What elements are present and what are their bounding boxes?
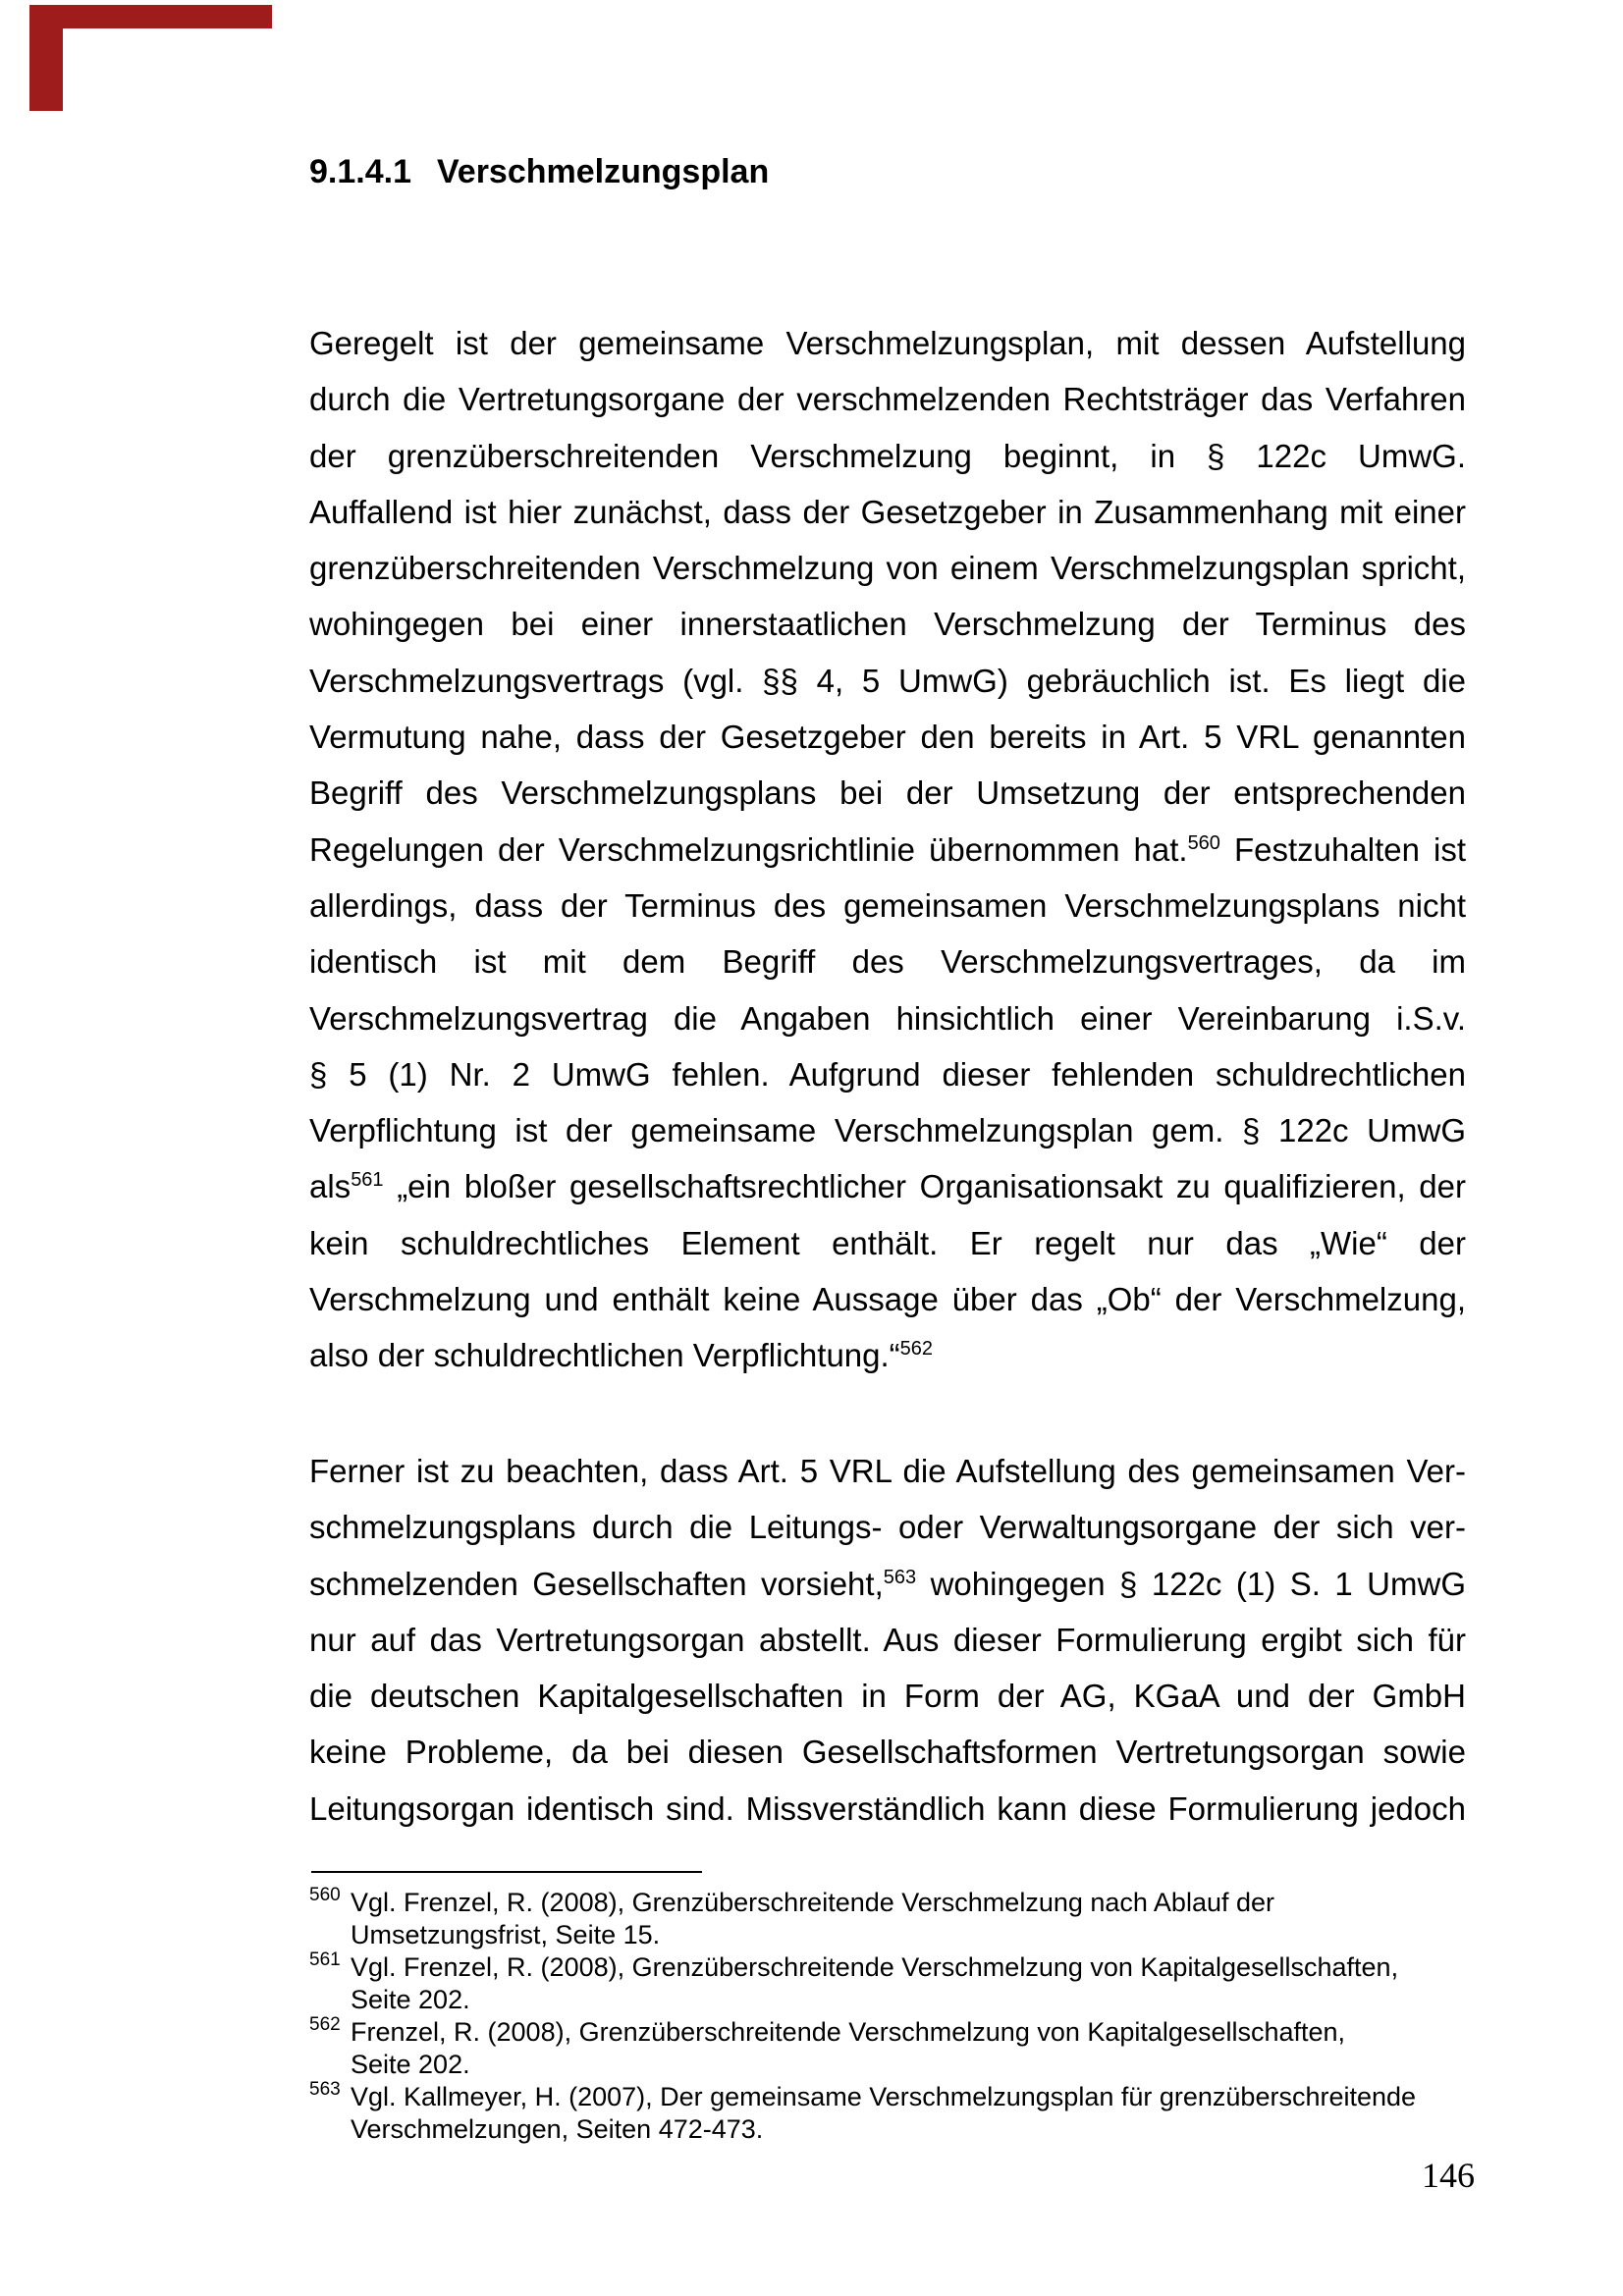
text-segment: als xyxy=(309,1168,352,1205)
paragraph xyxy=(309,1443,1466,1837)
footnote xyxy=(309,2016,1473,2081)
text-segment: kein schuldrechtliches Element enthält. Er regelt nur das „Wie“ der xyxy=(309,1224,1466,1261)
section-title: Verschmelzungsplan xyxy=(436,153,770,190)
text-segment: Ferner ist zu beachten, dass Art. 5 VRL die Aufstellung des gemeinsamen Ver- xyxy=(309,1453,1466,1489)
text-line xyxy=(309,765,1466,821)
text-segment: wohingegen § 122c (1) S. 1 UmwG xyxy=(916,1565,1467,1602)
text-segment: nur auf das Vertretungsorgan abstellt. Aus dieser Formulierung ergibt sich für xyxy=(309,1621,1466,1658)
text-line xyxy=(309,315,1466,371)
text-line xyxy=(309,1327,1466,1383)
footnote-number: 560 xyxy=(309,1885,341,1905)
text-segment: also der schuldrechtlichen Verpflichtung.“ xyxy=(309,1337,900,1374)
footnote-reference: 560 xyxy=(1187,831,1220,854)
text-line xyxy=(309,428,1466,484)
text-segment: Begriff des Verschmelzungsplans bei der Umsetzung der entsprechenden xyxy=(309,774,1466,812)
page-number: 146 xyxy=(1422,2156,1475,2195)
text-line xyxy=(309,878,1466,934)
footnote-number: 562 xyxy=(309,2014,341,2035)
text-line xyxy=(309,990,1466,1046)
paragraph xyxy=(309,315,1466,1384)
text-line xyxy=(309,1046,1466,1102)
footnote-line: Verschmelzungen, Seiten 472-473. xyxy=(351,2114,764,2144)
text-line xyxy=(309,1781,1466,1837)
section-number: 9.1.4.1 xyxy=(309,153,411,190)
text-segment: Geregelt ist der gemeinsame Verschmelzungsplan, mit dessen Aufstellung xyxy=(309,325,1466,361)
section-heading xyxy=(309,151,769,192)
text-line xyxy=(309,540,1466,596)
text-segment: Festzuhalten ist xyxy=(1219,830,1466,868)
text-line xyxy=(309,1612,1466,1668)
footnote xyxy=(309,2081,1473,2146)
text-line xyxy=(309,822,1466,878)
text-segment: identisch ist mit dem Begriff des Verschmelzungsvertrages, da im xyxy=(309,943,1466,981)
scan-artifact-mark-horizontal xyxy=(63,5,272,28)
text-line xyxy=(309,1271,1466,1327)
footnote-line: Vgl. Frenzel, R. (2008), Grenzüberschreitende Verschmelzung nach Ablauf der xyxy=(351,1888,1275,1917)
footnote-line: Vgl. Frenzel, R. (2008), Grenzüberschreitende Verschmelzung von Kapitalgesellschaften, xyxy=(351,1952,1399,1982)
footnote-separator xyxy=(311,1871,702,1873)
text-segment: § 5 (1) Nr. 2 UmwG fehlen. Aufgrund dieser fehlenden schuldrechtlichen xyxy=(309,1055,1466,1093)
text-line xyxy=(309,371,1466,427)
footnote xyxy=(309,1951,1473,2016)
text-segment: Auffallend ist hier zunächst, dass der Gesetzgeber in Zusammenhang mit einer xyxy=(309,493,1466,530)
text-line xyxy=(309,1158,1466,1214)
text-segment: Verschmelzung und enthält keine Aussage über das „Ob“ der Verschmelzung, xyxy=(309,1281,1466,1318)
scan-artifact-mark-vertical xyxy=(29,5,63,111)
text-segment: der grenzüberschreitenden Verschmelzung beginnt, in § 122c UmwG. xyxy=(309,437,1466,474)
text-segment: durch die Vertretungsorgane der verschmelzenden Rechtsträger das Verfahren xyxy=(309,381,1466,418)
text-line xyxy=(309,1668,1466,1724)
text-line xyxy=(309,596,1466,652)
text-segment: Verpflichtung ist der gemeinsame Verschmelzungsplan gem. § 122c UmwG xyxy=(309,1112,1466,1149)
text-segment: allerdings, dass der Terminus des gemeinsamen Verschmelzungsplans nicht xyxy=(309,886,1466,924)
footnote-line: Vgl. Kallmeyer, H. (2007), Der gemeinsame Verschmelzungsplan für grenzüberschreitende xyxy=(351,2082,1417,2111)
text-line xyxy=(309,709,1466,765)
text-segment: Regelungen der Verschmelzungsrichtlinie übernommen hat. xyxy=(309,830,1188,868)
footnote-line: Umsetzungsfrist, Seite 15. xyxy=(351,1920,661,1949)
text-line xyxy=(309,1215,1466,1271)
text-segment: Verschmelzungsvertrags (vgl. §§ 4, 5 UmwG) gebräuchlich ist. Es liegt die xyxy=(309,662,1466,699)
text-line xyxy=(309,484,1466,540)
text-line xyxy=(309,1556,1466,1612)
text-segment: „ein bloßer gesellschaftsrechtlicher Organisationsakt zu qualifizieren, der xyxy=(383,1168,1466,1205)
footnote-number: 563 xyxy=(309,2079,341,2100)
text-segment: Verschmelzungsvertrag die Angaben hinsichtlich einer Vereinbarung i.S.v. xyxy=(309,999,1466,1037)
footnote-line: Frenzel, R. (2008), Grenzüberschreitende Verschmelzung von Kapitalgesellschaften, xyxy=(351,2017,1346,2047)
footnote-line: Seite 202. xyxy=(351,2050,470,2079)
text-line xyxy=(309,1102,1466,1158)
footnote-reference: 561 xyxy=(351,1169,384,1192)
text-segment: grenzüberschreitenden Verschmelzung von einem Verschmelzungsplan spricht, xyxy=(309,550,1466,587)
text-line xyxy=(309,653,1466,709)
text-line xyxy=(309,1724,1466,1780)
text-segment: Vermutung nahe, dass der Gesetzgeber den bereits in Art. 5 VRL genannten xyxy=(309,719,1466,756)
text-line xyxy=(309,1443,1466,1499)
text-segment: wohingegen bei einer innerstaatlichen Verschmelzung der Terminus des xyxy=(309,606,1466,643)
footnotes xyxy=(309,1887,1473,2146)
footnote-number: 561 xyxy=(309,1949,341,1970)
text-segment: keine Probleme, da bei diesen Gesellschaftsformen Vertretungsorgan sowie xyxy=(309,1734,1466,1771)
text-segment: die deutschen Kapitalgesellschaften in Form der AG, KGaA und der GmbH xyxy=(309,1678,1466,1715)
text-line xyxy=(309,934,1466,989)
footnote-reference: 562 xyxy=(899,1338,934,1361)
footnote xyxy=(309,1887,1473,1951)
text-segment: schmelzungsplans durch die Leitungs- oder Verwaltungsorgane der sich ver- xyxy=(309,1509,1466,1546)
text-segment: schmelzenden Gesellschaften vorsieht, xyxy=(309,1565,884,1602)
footnote-reference: 563 xyxy=(883,1566,917,1588)
text-line xyxy=(309,1499,1466,1555)
footnote-line: Seite 202. xyxy=(351,1985,470,2014)
text-segment: Leitungsorgan identisch sind. Missverständlich kann diese Formulierung jedoch xyxy=(309,1789,1466,1827)
